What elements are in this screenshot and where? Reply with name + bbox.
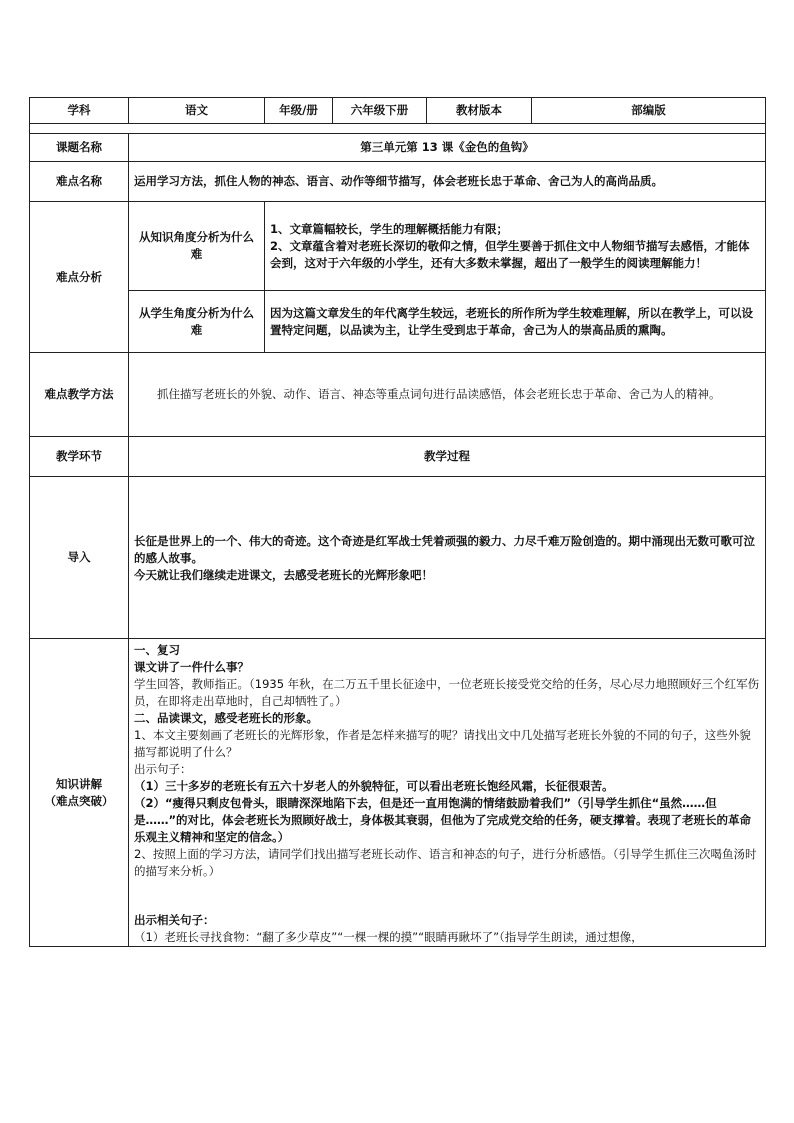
review-answer: 学生回答，教师指正。（1935 年秋，在二万五千里长征途中，一位老班长接受党交给的任务，尽心尽力地照顾好三个红军伤员，在即将走出草地时，自己却牺牲了。） [134,677,760,708]
grade-label: 年级/册 [265,98,333,124]
knowledge-label-line1: 知识讲解 [56,776,102,791]
method-text: 抓住描写老班长的外貌、动作、语言、神态等重点词句进行品读感悟，体会老班长忠于革命、舍己为人的精神。 [129,353,766,437]
analysis-label: 难点分析 [30,202,129,353]
header-row [30,98,766,124]
read-heading: 二、品读课文，感受老班长的形象。 [134,711,318,725]
intro-line-1: 长征是世界上的一个、伟大的奇迹。这个奇迹是红军战士凭着顽强的毅力、力尽千难万险创造的。期中涌现出无数可歌可泣的感人故事。 [134,534,755,565]
analysis-knowledge-text [265,202,766,291]
analysis-student-text: 因为这篇文章发生的年代离学生较远，老班长的所作所为学生较难理解，所以在教学上，可以设置特定问题，以品读为主，让学生受到忠于革命，舍己为人的崇高品质的熏陶。 [265,291,766,353]
subject-label: 学科 [30,98,129,124]
intro-text [129,477,766,639]
difficulty-label: 难点名称 [30,162,129,202]
stage-label: 教学环节 [30,437,129,477]
knowledge-content [129,639,766,947]
subject-value: 语文 [129,98,265,124]
knowledge-item-1: 1、文章篇幅较长，学生的理解概括能力有限； [270,221,508,236]
analysis-student-row [30,291,766,353]
sentence-1: （1）三十多岁的老班长有五六十岁老人的外貌特征，可以看出老班长饱经风霜，长征很艰苦。 [134,779,614,793]
lesson-plan-table [29,97,766,947]
lesson-title-row [30,134,766,162]
analysis-student-label: 从学生角度分析为什么难 [129,291,265,353]
analysis-knowledge-row [30,202,766,291]
difficulty-text: 运用学习方法，抓住人物的神态、语言、动作等细节描写，体会老班长忠于革命、舍己为人的高尚品质。 [129,162,766,202]
intro-row [30,477,766,639]
show-sentences: 出示句子： [134,762,192,776]
grade-value: 六年级下册 [333,98,427,124]
related-sentence-1: （1）老班长寻找食物：“翻了多少草皮”“一棵一棵的摸”“眼睛再瞅坏了”（指导学生朗读，通过想像， [134,930,643,944]
read-question-2: 2、按照上面的学习方法，请同学们找出描写老班长动作、语言和神态的句子，进行分析感悟。（引导学生抓住三次喝鱼汤时的描写来分析。） [134,847,757,878]
review-question: 课文讲了一件什么事？ [134,660,249,674]
intro-label: 导入 [30,477,129,639]
difficulty-row [30,162,766,202]
edition-label: 教材版本 [427,98,532,124]
sentence-2: （2）“瘦得只剩皮包骨头，眼睛深深地陷下去，但是还一直用饱满的情绪鼓励着我们”（引导学生抓住“虽然……但是……”的对比，体会老班长为照顾好战士，身体极其衰弱，但他为了完成党交给的任务，硬支撑着。表现了老班长的革命乐观主义精神和坚定的信念。） [134,796,752,844]
process-header-row [30,437,766,477]
knowledge-item-2: 2、文章蕴含着对老班长深切的敬仰之情，但学生要善于抓住文中人物细节描写去感悟，才能体会到，这对于六年级的小学生，还有大多数未掌握，超出了一般学生的阅读理解能力！ [270,238,750,270]
knowledge-label [30,639,129,947]
method-row [30,353,766,437]
spacer-row [30,124,766,134]
read-question-1: 1、本文主要刻画了老班长的光辉形象，作者是怎样来描写的呢？请找出文中几处描写老班长外貌的不同的句子，这些外貌描写都说明了什么？ [134,728,751,759]
method-label: 难点教学方法 [30,353,129,437]
lesson-title-label: 课题名称 [30,134,129,162]
knowledge-row [30,639,766,947]
process-label: 教学过程 [129,437,766,477]
analysis-knowledge-label: 从知识角度分析为什么难 [129,202,265,291]
lesson-title-value: 第三单元第 13 课《金色的鱼钩》 [129,134,766,162]
knowledge-label-line2: （难点突破） [44,793,114,808]
blank-space [134,880,760,912]
review-heading: 一、复习 [134,643,180,657]
intro-line-2: 今天就让我们继续走进课文，去感受老班长的光辉形象吧！ [134,568,433,582]
show-related: 出示相关句子： [134,913,215,927]
edition-value: 部编版 [532,98,766,124]
